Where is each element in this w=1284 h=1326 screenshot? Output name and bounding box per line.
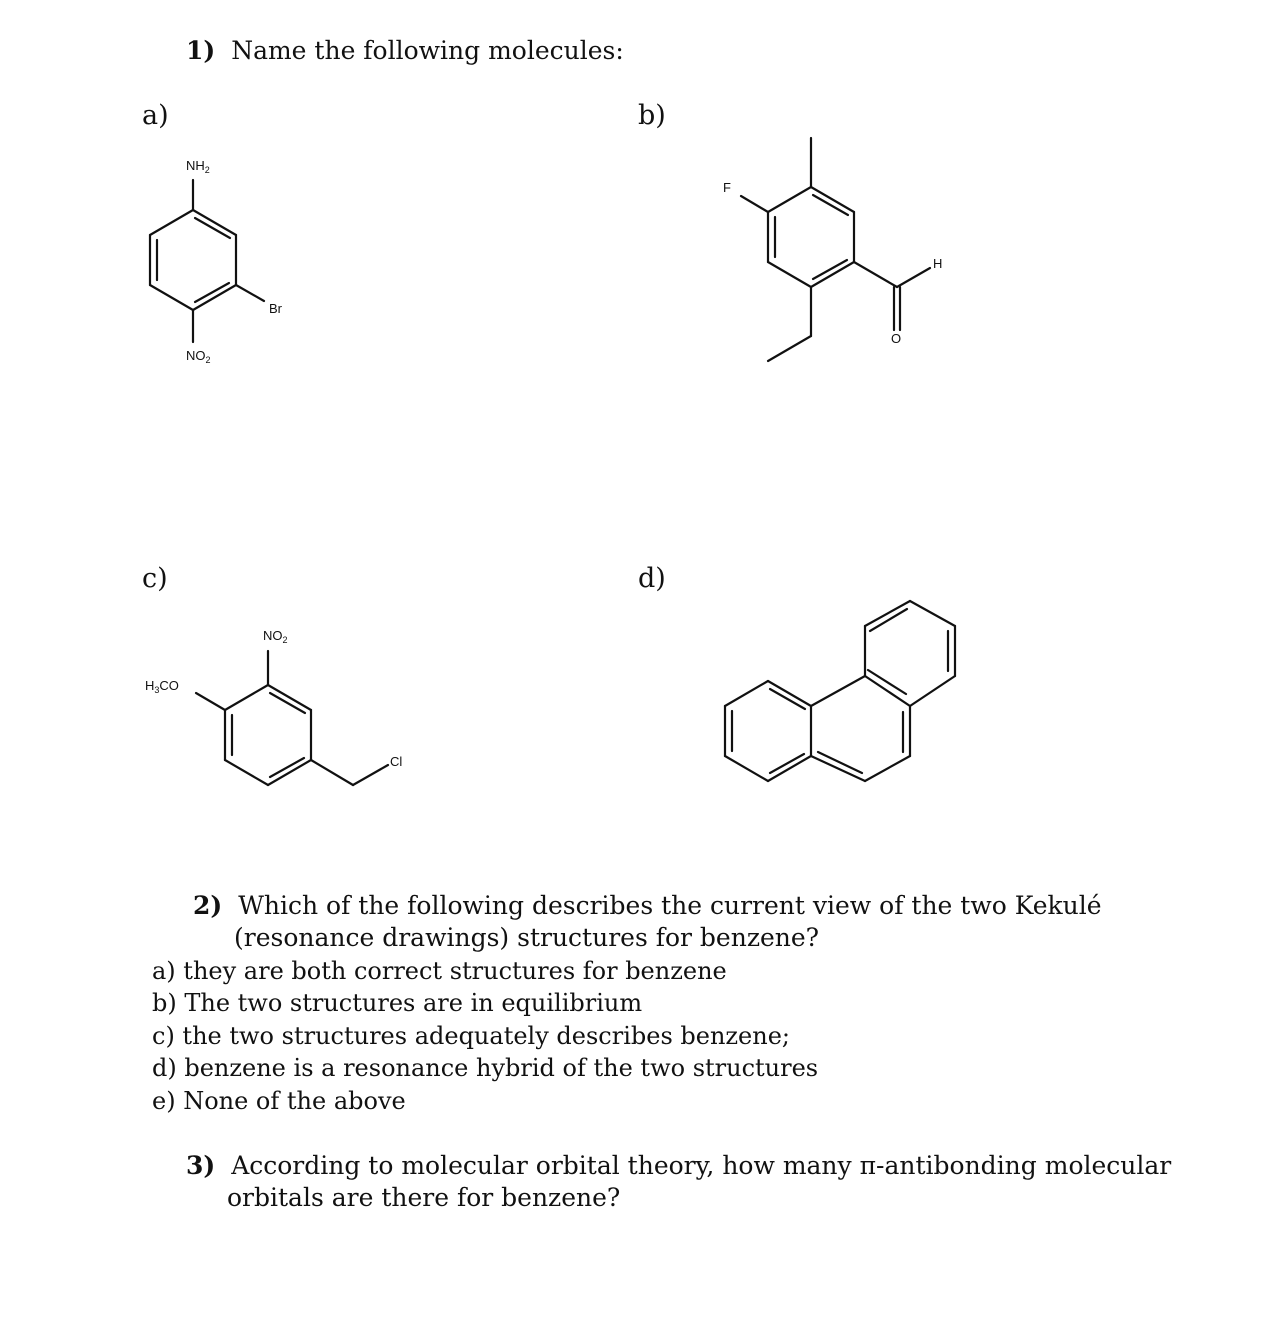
q2-option-a: a) they are both correct structures for benzene <box>152 957 727 985</box>
q2-option-d: d) benzene is a resonance hybrid of the two structures <box>152 1054 819 1083</box>
q3-number: 3) <box>186 1151 216 1180</box>
molecule-a-nh2: $NH_2$ <box>186 158 210 175</box>
q2-line1: Which of the following describes the current view of the two Kekulé <box>238 891 1102 920</box>
q2-option-c: c) the two structures adequately describes benzene; <box>152 1021 791 1050</box>
q2-line2: (resonance drawings) structures for benzene? <box>234 923 820 952</box>
part-b-label: b) <box>638 100 666 131</box>
q2-option-e: e) None of the above <box>152 1086 406 1115</box>
molecule-b-h: H <box>933 256 943 271</box>
molecule-a-br: Br <box>269 301 282 316</box>
part-d-label: d) <box>638 563 666 594</box>
molecule-b-f: F <box>723 180 731 195</box>
q3-heading <box>186 1150 1171 1214</box>
q3-line1: According to molecular orbital theory, how many π-antibonding molecular <box>231 1151 1172 1180</box>
molecule-a-no2: $NO_2$ <box>186 348 211 365</box>
q2-options <box>152 955 818 1117</box>
part-a-label: a) <box>142 100 169 131</box>
q3-line2: orbitals are there for benzene? <box>227 1183 621 1212</box>
molecule-c-no2: $NO_2$ <box>263 628 288 645</box>
q2-number: 2) <box>193 891 223 920</box>
molecule-c-h3co: $H_3CO$ <box>145 678 179 695</box>
molecule-c-cl: Cl <box>390 754 403 769</box>
q2-option-b: b) The two structures are in equilibrium <box>152 989 643 1018</box>
q1-text: Name the following molecules: <box>231 36 624 65</box>
q2-heading <box>193 890 1102 954</box>
q1-number: 1) <box>186 36 216 65</box>
molecule-d-bonds <box>725 601 955 781</box>
part-c-label: c) <box>142 563 168 594</box>
molecule-b-o: O <box>891 331 902 346</box>
